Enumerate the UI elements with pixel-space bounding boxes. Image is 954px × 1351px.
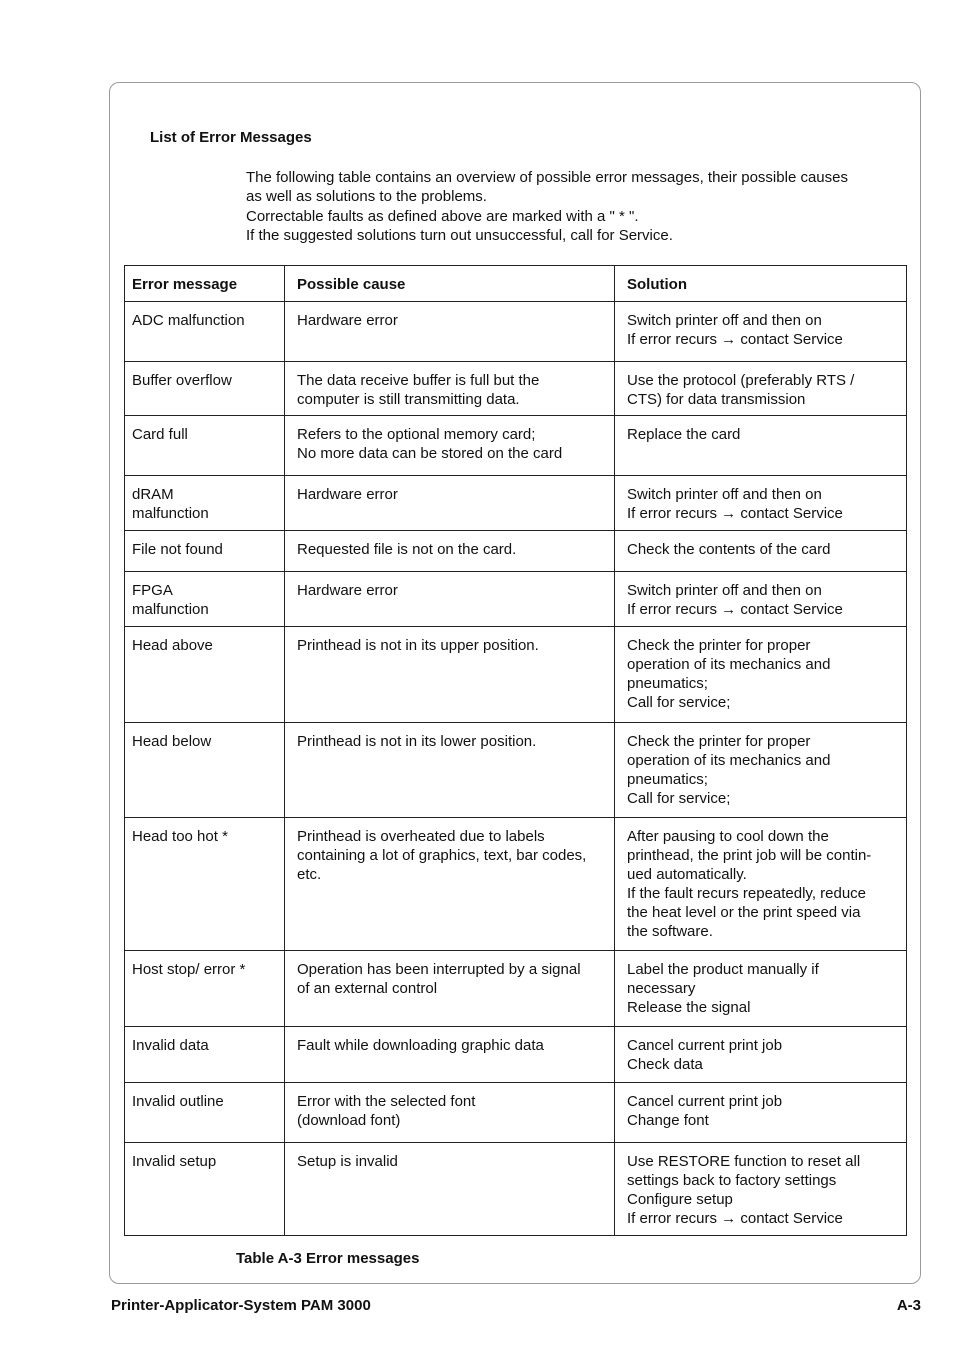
cell-line: Replace the card [627,426,741,443]
cell-solution [615,1083,907,1143]
section-heading: List of Error Messages [150,129,312,146]
cell-line: File not found [132,541,223,558]
cell-error-message [125,302,285,362]
cell-line: etc. [297,866,322,883]
cell-error-message [125,723,285,818]
cell-solution [615,416,907,476]
table-row [125,627,907,723]
intro-line: as well as solutions to the problems. [246,188,487,206]
cell-line: Use RESTORE function to reset all [627,1153,861,1170]
cell-solution [615,476,907,531]
cell-line: Invalid setup [132,1153,217,1170]
cell-solution [615,951,907,1027]
table-row [125,572,907,627]
cell-possible-cause [285,531,615,572]
cell-line: Host stop/ error * [132,961,246,978]
intro-line: The following table contains an overview of possible error messages, their possible causes [246,169,848,186]
cell-line: Card full [132,426,188,443]
cell-solution [615,572,907,627]
cell-error-message [125,1027,285,1083]
table-row [125,723,907,818]
intro-paragraph [246,168,896,245]
cell-possible-cause [285,818,615,951]
table-row [125,1083,907,1143]
cell-line: Cancel current print job [627,1037,783,1054]
header-solution: Solution [615,266,907,302]
intro-line: If the suggested solutions turn out unsuccessful, call for Service. [246,226,673,244]
table-row [125,1027,907,1083]
cell-solution [615,818,907,951]
cell-line: computer is still transmitting data. [297,391,520,408]
cell-possible-cause [285,302,615,362]
cell-line: Printhead is overheated due to labels [297,828,545,845]
cell-line: operation of its mechanics and [627,656,831,673]
cell-line: Refers to the optional memory card; [297,426,536,443]
cell-line: Printhead is not in its upper position. [297,637,539,654]
table-row [125,951,907,1027]
cell-line: No more data can be stored on the card [297,445,563,462]
cell-possible-cause [285,476,615,531]
cell-line: printhead, the print job will be contin- [627,847,872,864]
cell-possible-cause [285,572,615,627]
cell-possible-cause [285,951,615,1027]
cell-line: Use the protocol (preferably RTS / [627,372,855,389]
cell-line: Hardware error [297,486,398,503]
cell-line: necessary [627,980,696,997]
cell-solution [615,531,907,572]
cell-line: Error with the selected font [297,1093,476,1110]
cell-line: settings back to factory settings [627,1172,837,1189]
cell-line: Switch printer off and then on [627,312,822,329]
cell-line: malfunction [132,505,209,522]
cell-line: Call for service; [627,790,731,807]
table-header-row [125,266,907,302]
cell-solution [615,1143,907,1236]
cell-line: The data receive buffer is full but the [297,372,540,389]
cell-solution [615,627,907,723]
table-row [125,302,907,362]
table-row [125,531,907,572]
table-row [125,416,907,476]
footer-page-number: A-3 [896,1297,921,1314]
cell-possible-cause [285,723,615,818]
cell-line: ADC malfunction [132,312,245,329]
cell-line: Switch printer off and then on [627,582,822,599]
cell-line: If error recurs → contact Service [627,331,843,348]
cell-error-message [125,416,285,476]
cell-line: Check the printer for proper [627,637,811,654]
table-row [125,1143,907,1236]
table-body [125,302,907,1236]
cell-line: Invalid data [132,1037,209,1054]
cell-line: malfunction [132,601,209,618]
cell-line: CTS) for data transmission [627,391,806,408]
cell-error-message [125,951,285,1027]
cell-line: If error recurs → contact Service [627,601,843,618]
cell-line: Operation has been interrupted by a signal [297,961,581,978]
cell-solution [615,362,907,416]
cell-error-message [125,1083,285,1143]
cell-error-message [125,572,285,627]
header-possible-cause: Possible cause [285,266,615,302]
cell-line: Head above [132,637,213,654]
cell-line: Requested file is not on the card. [297,541,517,558]
cell-line: Configure setup [627,1191,733,1208]
cell-error-message [125,362,285,416]
cell-line: the software. [627,923,713,940]
cell-error-message [125,476,285,531]
cell-line: Check the contents of the card [627,541,831,558]
table-row [125,818,907,951]
cell-line: Hardware error [297,312,398,329]
cell-line: Buffer overflow [132,372,232,389]
cell-line: containing a lot of graphics, text, bar codes, [297,847,587,864]
cell-possible-cause [285,416,615,476]
cell-possible-cause [285,1083,615,1143]
cell-line: Fault while downloading graphic data [297,1037,544,1054]
cell-line: dRAM [132,486,174,503]
cell-line: Printhead is not in its lower position. [297,733,537,750]
cell-possible-cause [285,1143,615,1236]
cell-line: (download font) [297,1112,401,1129]
intro-line: Correctable faults as defined above are marked with a " * ". [246,207,639,225]
cell-line: Invalid outline [132,1093,224,1110]
cell-solution [615,302,907,362]
cell-line: Head below [132,733,212,750]
cell-line: Hardware error [297,582,398,599]
cell-line: Change font [627,1112,709,1129]
cell-line: If error recurs → contact Service [627,505,843,522]
cell-line: Cancel current print job [627,1093,783,1110]
cell-error-message [125,1143,285,1236]
cell-line: Setup is invalid [297,1153,398,1170]
cell-line: FPGA [132,582,173,599]
cell-line: operation of its mechanics and [627,752,831,769]
cell-error-message [125,627,285,723]
table-caption: Table A-3 Error messages [236,1250,420,1267]
cell-line: pneumatics; [627,771,708,788]
cell-line: Release the signal [627,999,751,1016]
footer-product-name: Printer-Applicator-System PAM 3000 [111,1297,371,1314]
cell-line: Switch printer off and then on [627,486,822,503]
cell-line: Check the printer for proper [627,733,811,750]
cell-line: Call for service; [627,694,731,711]
cell-line: pneumatics; [627,675,708,692]
cell-line: After pausing to cool down the [627,828,829,845]
cell-error-message [125,531,285,572]
cell-possible-cause [285,362,615,416]
cell-line: the heat level or the print speed via [627,904,861,921]
table-row [125,476,907,531]
cell-line: If error recurs → contact Service [627,1210,843,1227]
cell-line: of an external control [297,980,438,997]
cell-possible-cause [285,627,615,723]
error-messages-table [124,265,907,1236]
cell-line: ued automatically. [627,866,747,883]
cell-line: Check data [627,1056,703,1073]
cell-line: If the fault recurs repeatedly, reduce [627,885,867,902]
cell-solution [615,723,907,818]
cell-line: Head too hot * [132,828,228,845]
cell-possible-cause [285,1027,615,1083]
header-error-message: Error message [125,266,285,302]
cell-line: Label the product manually if [627,961,819,978]
cell-solution [615,1027,907,1083]
table-row [125,362,907,416]
cell-error-message [125,818,285,951]
